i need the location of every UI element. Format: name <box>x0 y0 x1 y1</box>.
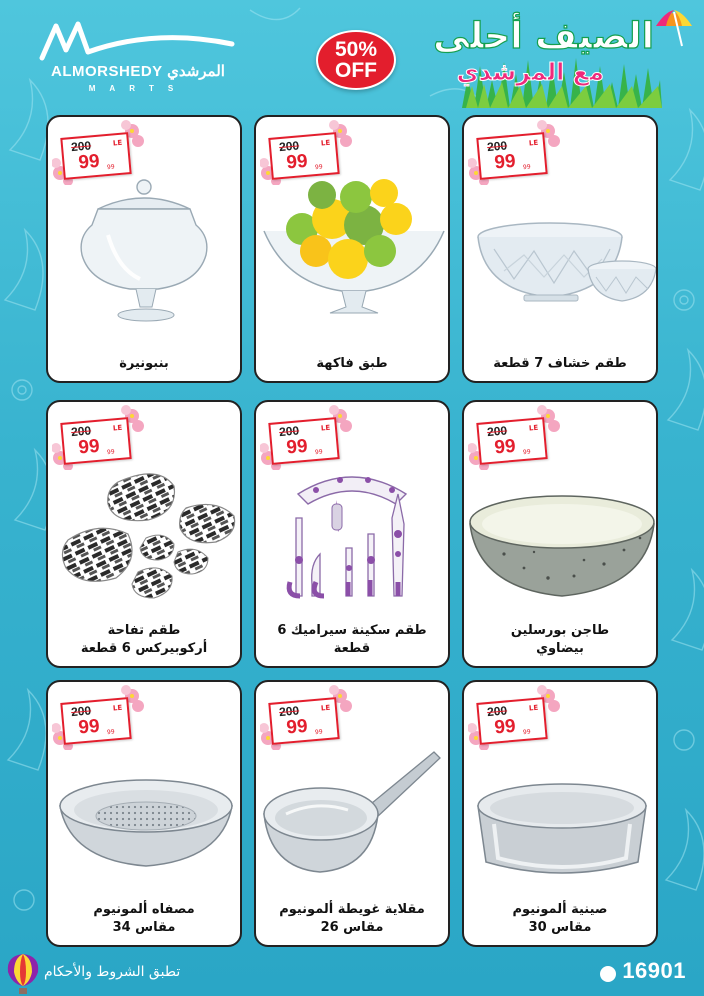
old-price: 200 <box>486 423 508 440</box>
old-price: 200 <box>278 423 300 440</box>
product-name: طبق فاكهة <box>316 356 388 371</box>
discount-off-label: OFF <box>335 59 377 82</box>
old-price: 200 <box>486 138 508 155</box>
price-tag <box>468 404 560 470</box>
price-decimals: 99 <box>106 448 115 457</box>
product-card-plate-set[interactable] <box>46 400 242 668</box>
price-label <box>476 132 547 180</box>
currency: LE <box>112 138 123 148</box>
campaign-banner <box>412 0 704 108</box>
footer <box>0 952 704 996</box>
oval-baking-dish-icon <box>464 464 658 614</box>
current-price: 99 <box>493 715 517 739</box>
currency: LE <box>320 138 331 148</box>
currency: LE <box>528 423 539 433</box>
price-tag <box>468 119 560 185</box>
currency: LE <box>528 138 539 148</box>
price-decimals: 99 <box>106 728 115 737</box>
discount-percent: 50% <box>334 38 378 61</box>
campaign-title: الصيف أحلى <box>433 16 654 57</box>
currency: LE <box>320 423 331 433</box>
product-card-oval-dish[interactable] <box>462 400 658 668</box>
product-name: طقم سكينة سيراميك 6 قطعة <box>277 623 427 656</box>
price-tag <box>52 404 144 470</box>
current-price: 99 <box>493 435 517 459</box>
price-decimals: 99 <box>106 163 115 172</box>
hotline-number[interactable]: 16901 <box>622 958 686 983</box>
product-card-aluminum-tray[interactable] <box>462 680 658 947</box>
price-decimals: 99 <box>314 448 323 457</box>
price-decimals: 99 <box>314 163 323 172</box>
price-label <box>60 417 131 465</box>
brand-logo[interactable] <box>28 18 248 98</box>
price-label <box>476 697 547 745</box>
currency: LE <box>528 703 539 713</box>
current-price: 99 <box>285 715 309 739</box>
product-card-fruit-bowl[interactable] <box>254 115 450 383</box>
price-tag <box>260 119 352 185</box>
product-name: طقم خشاف 7 قطعة <box>493 356 627 371</box>
old-price: 200 <box>70 423 92 440</box>
logo-wave-icon <box>36 18 236 62</box>
fruit-bowl-icon <box>256 179 450 329</box>
price-decimals: 99 <box>522 163 531 172</box>
candy-jar-icon <box>48 179 242 329</box>
currency: LE <box>112 423 123 433</box>
product-card-compote-set[interactable] <box>462 115 658 383</box>
campaign-subtitle: مع المرشدي <box>456 58 604 86</box>
price-tag <box>468 684 560 750</box>
price-tag <box>52 119 144 185</box>
price-decimals: 99 <box>522 728 531 737</box>
current-price: 99 <box>493 150 517 174</box>
old-price: 200 <box>70 138 92 155</box>
price-label <box>476 417 547 465</box>
phone-icon <box>600 966 616 982</box>
product-name: بنبونيرة <box>119 356 169 371</box>
beach-umbrella-icon <box>652 4 696 48</box>
balloon-icon <box>6 952 40 996</box>
price-tag <box>260 684 352 750</box>
current-price: 99 <box>77 150 101 174</box>
price-decimals: 99 <box>314 728 323 737</box>
price-label <box>268 417 339 465</box>
deep-frying-pan-icon <box>256 744 450 894</box>
old-price: 200 <box>486 703 508 720</box>
glass-bowl-set-icon <box>464 179 658 329</box>
current-price: 99 <box>77 435 101 459</box>
product-name: طقم تفاحة أركوبيركس 6 قطعة <box>80 623 208 656</box>
colander-icon <box>48 744 242 894</box>
product-name: مقلاية غويطة ألمونيوم مقاس 26 <box>279 902 425 935</box>
price-tag <box>260 404 352 470</box>
price-label <box>268 132 339 180</box>
currency: LE <box>320 703 331 713</box>
old-price: 200 <box>278 703 300 720</box>
product-name: طاجن بورسلين بيضاوي <box>510 623 610 656</box>
product-card-knife-set[interactable] <box>254 400 450 668</box>
product-name: مصفاه ألمونيوم مقاس 34 <box>93 902 195 935</box>
old-price: 200 <box>278 138 300 155</box>
product-card-candy-jar[interactable] <box>46 115 242 383</box>
terms-note: تطبق الشروط والأحكام <box>44 964 181 980</box>
aluminum-tray-icon <box>464 744 658 894</box>
old-price: 200 <box>70 703 92 720</box>
ceramic-knife-set-icon <box>256 464 450 614</box>
current-price: 99 <box>285 150 309 174</box>
product-card-frying-pan[interactable] <box>254 680 450 947</box>
price-label <box>268 697 339 745</box>
brand-name: ALMORSHEDY المرشدي <box>51 63 225 80</box>
product-name: صينية ألمونيوم مقاس 30 <box>512 902 608 935</box>
current-price: 99 <box>285 435 309 459</box>
current-price: 99 <box>77 715 101 739</box>
brand-tagline: MARTS <box>88 84 188 93</box>
product-card-colander[interactable] <box>46 680 242 947</box>
price-label <box>60 132 131 180</box>
discount-badge <box>316 30 396 90</box>
price-label <box>60 697 131 745</box>
currency: LE <box>112 703 123 713</box>
header <box>0 0 704 108</box>
plate-set-icon <box>48 464 242 614</box>
price-tag <box>52 684 144 750</box>
price-decimals: 99 <box>522 448 531 457</box>
